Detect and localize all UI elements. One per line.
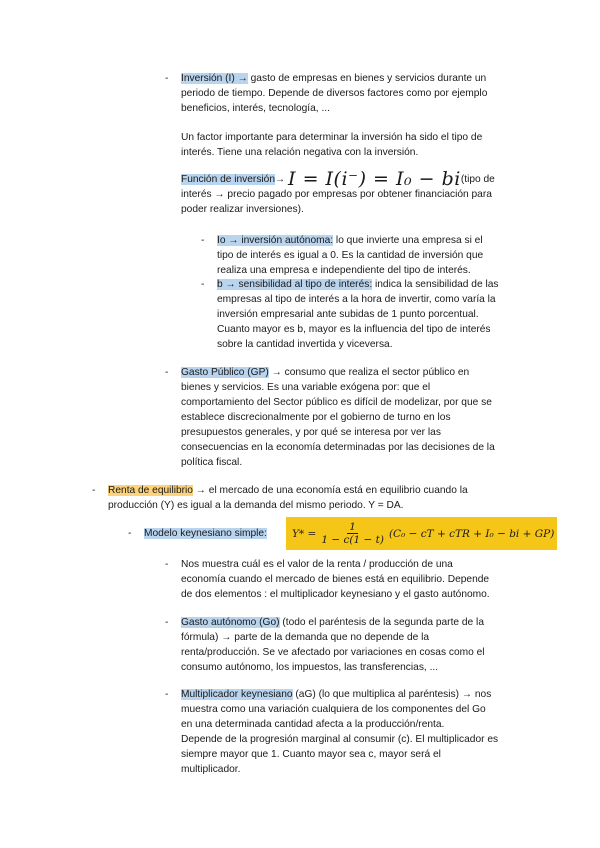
io-term: Io → inversión autónoma: bbox=[217, 235, 334, 246]
funcion-after: (tipo de bbox=[460, 174, 495, 185]
io-line: tipo de interés es igual a 0. Es la cantidad de inversión que bbox=[217, 250, 484, 261]
funcion-term: Función de inversión bbox=[181, 174, 276, 185]
mult-line: (aG) (lo que multiplica al paréntesis) → nos bbox=[292, 689, 492, 700]
gp-line: consecuencias en la economía determinadas por las decisiones de la bbox=[181, 442, 495, 453]
renta-line: → el mercado de una economía está en equilibrio cuando la bbox=[192, 485, 468, 496]
mult-line: muestra como una variación cualquiera de los componentes del Go bbox=[181, 704, 486, 715]
io-line: realiza una empresa e independiente del tipo de interés. bbox=[217, 265, 471, 276]
multiplicador-item bbox=[181, 687, 531, 777]
funcion-inversion bbox=[181, 168, 526, 217]
eq-denominator: 1 − c(1 − t) bbox=[321, 534, 384, 546]
inversion-text-2: periodo de tiempo. Depende de diversos factores como por ejemplo bbox=[181, 88, 488, 99]
multiplicador-term: Multiplicador keynesiano bbox=[181, 689, 293, 700]
mult-line: multiplicador. bbox=[181, 764, 241, 775]
bullet-dash: - bbox=[165, 559, 169, 570]
bullet-dash: - bbox=[128, 528, 132, 539]
renta-term: Renta de equilibrio bbox=[108, 485, 193, 496]
eq-rhs: (C₀ − cT + cTR + I₀ − bi + GP) bbox=[388, 527, 555, 540]
bullet-dash: - bbox=[201, 235, 205, 246]
bullet-dash: - bbox=[165, 367, 169, 378]
mult-line: en una determinada cantidad afecta a la producción/renta. bbox=[181, 719, 445, 730]
muestra-line: Nos muestra cuál es el valor de la renta / producción de una bbox=[181, 559, 453, 570]
gp-line: establece discrecionalmente por el gobierno de turno en los bbox=[181, 412, 451, 423]
inversion-text: gasto de empresas en bienes y servicios durante un bbox=[247, 73, 487, 84]
gp-line: bienes y servicios. Es una variable exógena por: que el bbox=[181, 382, 431, 393]
bullet-dash: - bbox=[165, 689, 169, 700]
mult-line: siempre mayor que 1. Cuanto mayor sea c, mayor será el bbox=[181, 749, 441, 760]
mult-line: Depende de la progresión marginal al consumir (c). El multiplicador es bbox=[181, 734, 499, 745]
inversion-text-3: beneficios, interés, tecnología, ... bbox=[181, 103, 330, 114]
bullet-dash: - bbox=[201, 279, 205, 290]
gp-line: comportamiento del Sector público es difícil de modelizar, por que se bbox=[181, 397, 492, 408]
io-line: lo que invierte una empresa si el bbox=[333, 235, 483, 246]
funcion-line-3: poder realizar inversiones). bbox=[181, 204, 304, 215]
b-line: indica la sensibilidad de las bbox=[372, 279, 499, 290]
funcion-formula: I = I(i⁻) = I₀ − bi bbox=[288, 168, 461, 190]
eq-lhs: Y* = bbox=[292, 527, 317, 540]
muestra-line: economía cuando el mercado de bienes está en equilibrio. Depende bbox=[181, 574, 490, 585]
b-line: sobre la cantidad invertida y viceversa. bbox=[217, 339, 393, 350]
bullet-dash: - bbox=[165, 617, 169, 628]
renta-item bbox=[108, 483, 528, 513]
bullet-dash: - bbox=[165, 73, 169, 84]
b-item bbox=[217, 277, 532, 352]
b-line: Cuanto mayor es b, mayor es la influencia del tipo de interés bbox=[217, 324, 491, 335]
gasto-publico-term: Gasto Público (GP) bbox=[181, 367, 269, 378]
keynesian-equation bbox=[286, 517, 557, 550]
paragraph-line: interés. Tiene una relación negativa con la inversión. bbox=[181, 147, 419, 158]
renta-line: producción (Y) es igual a la demanda del mismo periodo. Y = DA. bbox=[108, 500, 404, 511]
go-line: renta/producción. Se ve afectado por variaciones en cosas como el bbox=[181, 647, 485, 658]
go-line: (todo el paréntesis de la segunda parte de la bbox=[279, 617, 484, 628]
muestra-item bbox=[181, 557, 531, 602]
gp-line: política fiscal. bbox=[181, 457, 243, 468]
gasto-autonomo-item bbox=[181, 615, 531, 675]
bullet-dash: - bbox=[92, 485, 96, 496]
eq-fraction bbox=[319, 521, 386, 546]
io-item bbox=[217, 233, 532, 278]
modelo-item bbox=[144, 526, 267, 541]
arrow: → bbox=[275, 174, 286, 185]
paragraph-line: Un factor importante para determinar la inversión ha sido el tipo de bbox=[181, 132, 483, 143]
gp-line: → consumo que realiza el sector público en bbox=[268, 367, 470, 378]
gp-line: presupuestos generales, y por qué se interesa por ver las bbox=[181, 427, 441, 438]
modelo-term: Modelo keynesiano simple: bbox=[144, 528, 267, 539]
b-line: empresas al tipo de interés a la hora de invertir, como varía la bbox=[217, 294, 496, 305]
b-term: b → sensibilidad al tipo de interés: bbox=[217, 279, 373, 290]
go-line: consumo autónomo, los impuestos, las transferencias, ... bbox=[181, 662, 439, 673]
inversion-term: Inversión (I) → bbox=[181, 73, 248, 84]
funcion-line-2: interés → precio pagado por empresas por obtener financiación para bbox=[181, 189, 492, 200]
eq-numerator: 1 bbox=[349, 521, 356, 533]
inversion-item bbox=[181, 71, 526, 116]
gasto-autonomo-term: Gasto autónomo (Go) bbox=[181, 617, 280, 628]
gasto-publico-item bbox=[181, 365, 526, 470]
muestra-line: de dos elementos : el multiplicador keynesiano y el gasto autónomo. bbox=[181, 589, 490, 600]
b-line: inversión empresarial ante subidas de 1 punto porcentual. bbox=[217, 309, 479, 320]
go-line: fórmula) → parte de la demanda que no depende de la bbox=[181, 632, 430, 643]
inversion-paragraph bbox=[181, 130, 526, 160]
